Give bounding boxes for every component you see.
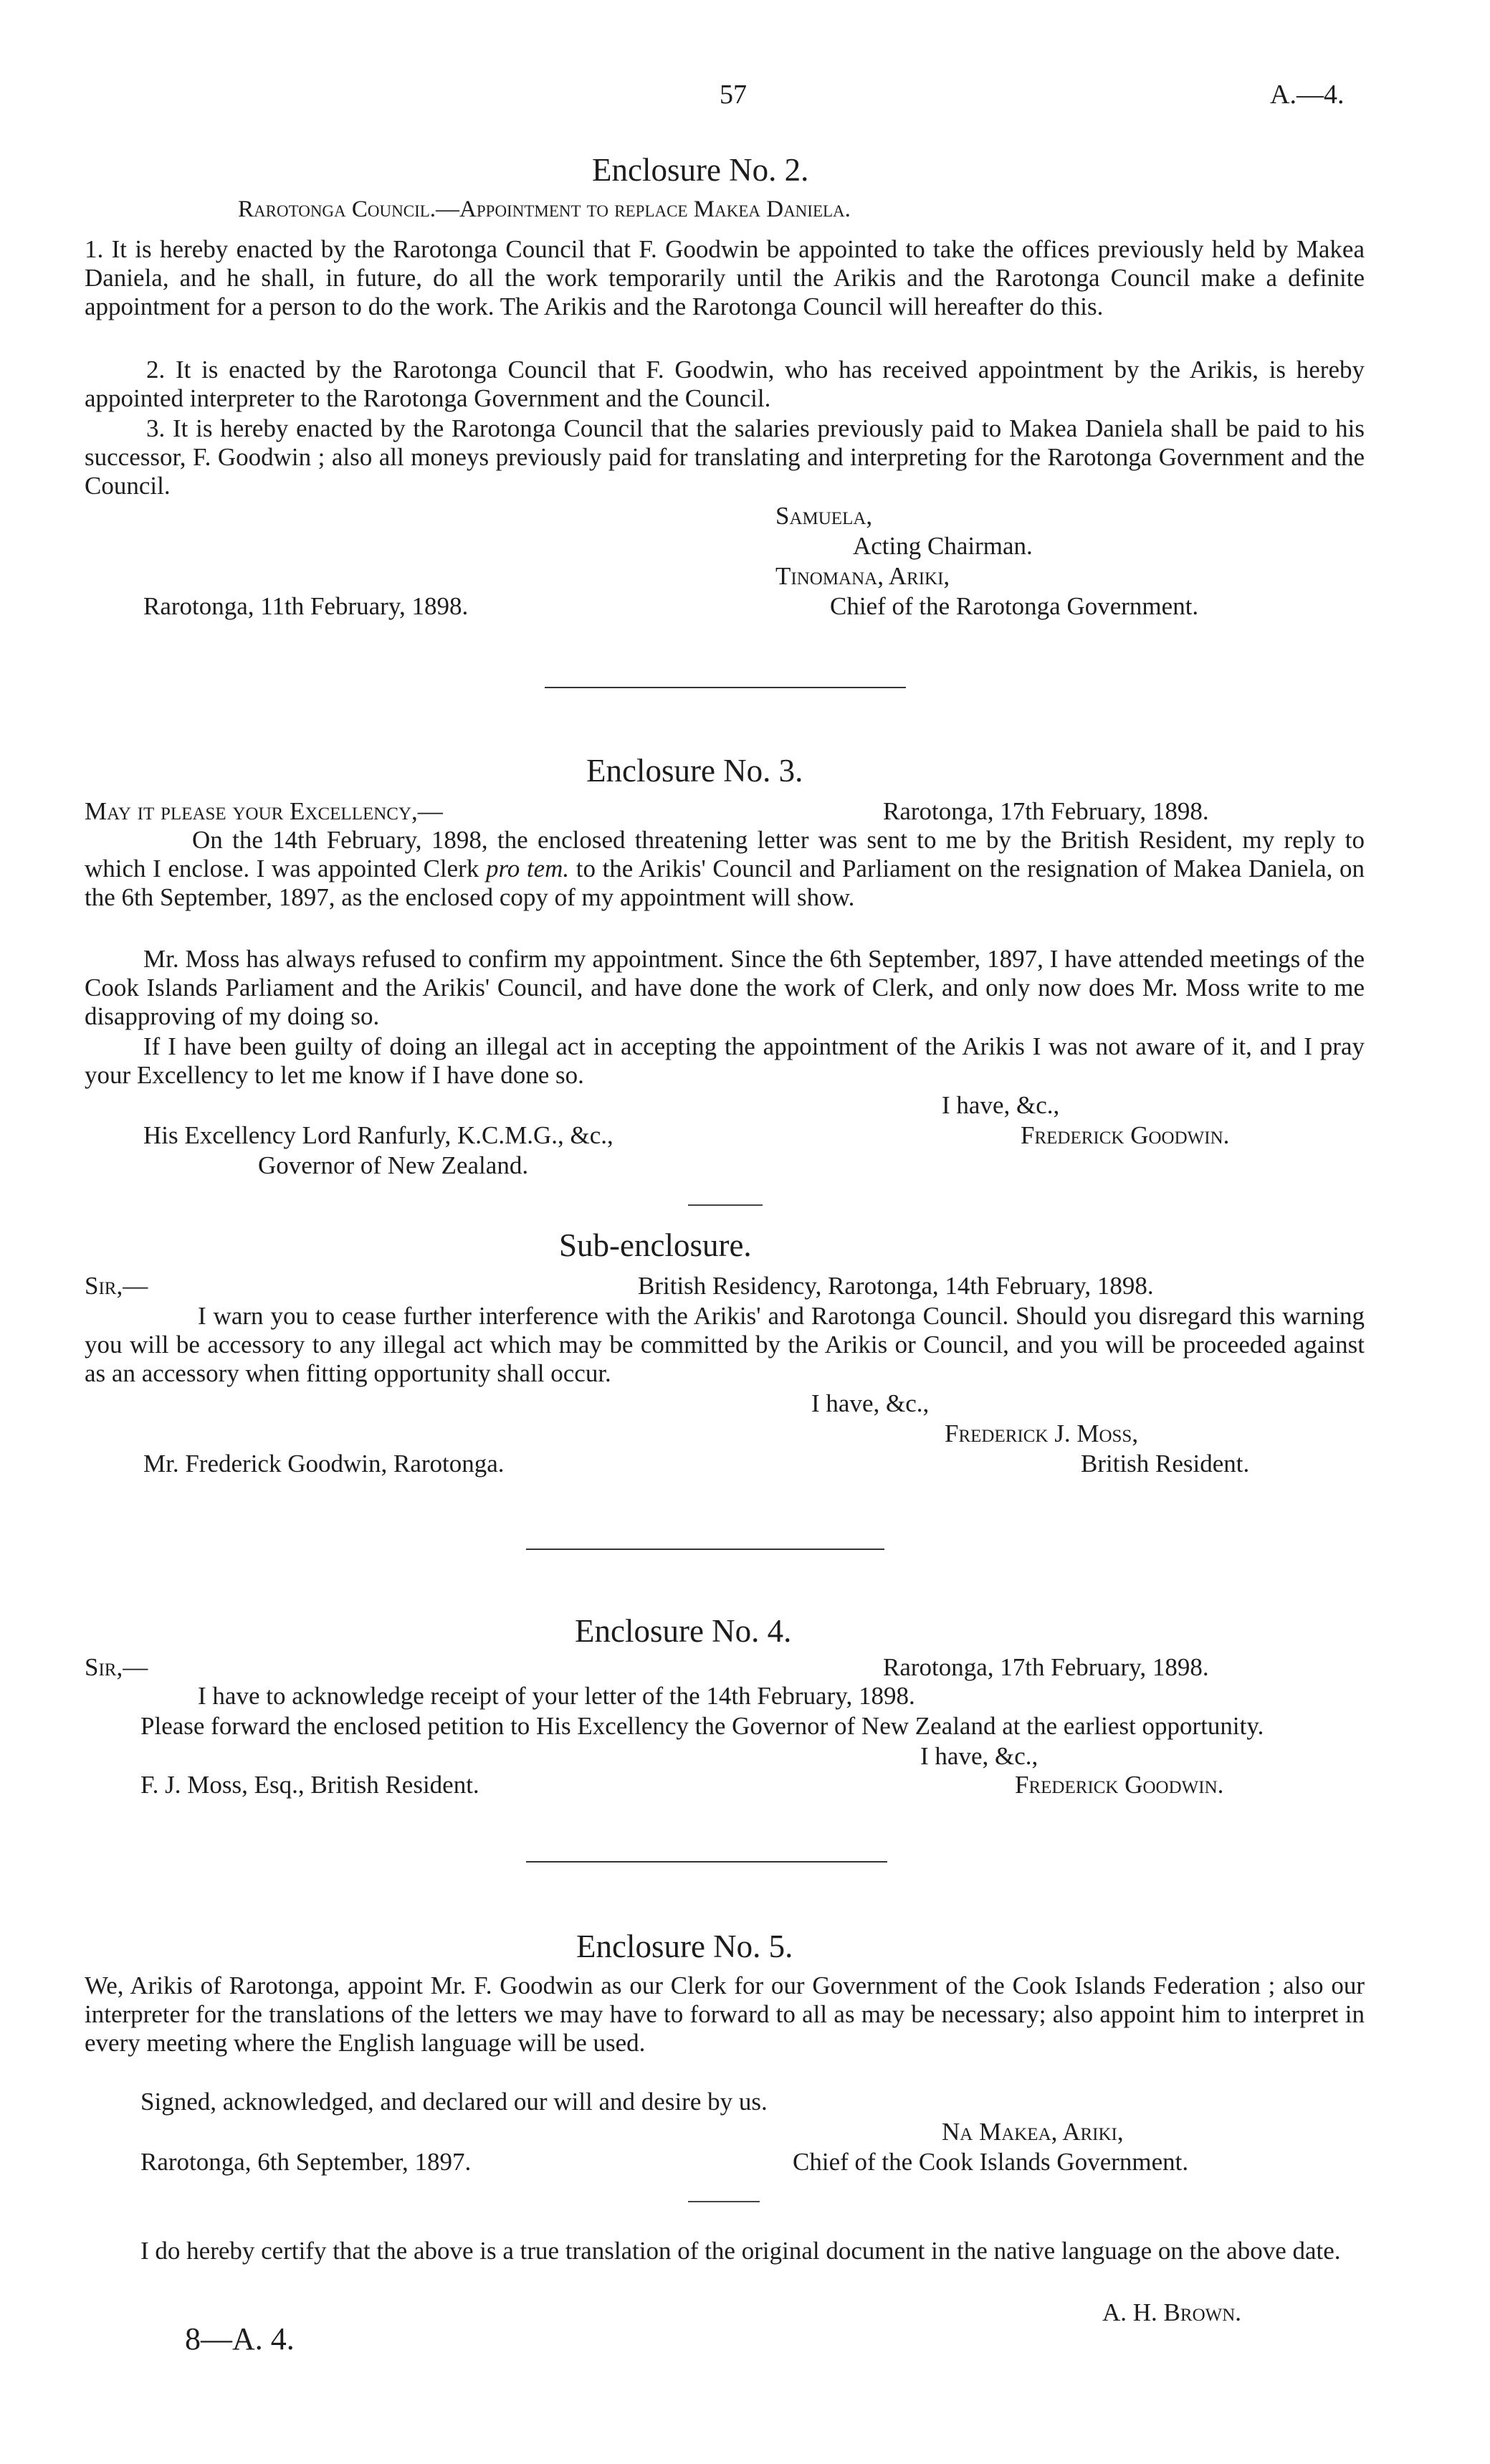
enclosure-3-place-date: Rarotonga, 17th February, 1898. (883, 797, 1209, 825)
enclosure-5-certification-signature: A. H. Brown. (1102, 2298, 1242, 2326)
section-divider (545, 687, 906, 688)
enclosure-3-closing: I have, &c., (942, 1091, 1060, 1119)
enclosure-2-subtitle: Rarotonga Council.—Appointment to replace Makea Daniela. (238, 196, 851, 222)
enclosure-3-paragraph-1-text-a: On the 14th February, 1898, the enclosed threatening letter was sent to me by the British Resident, my reply to which I enclose. I was appointed Clerk (85, 826, 1365, 883)
sub-enclosure-closing: I have, &c., (811, 1389, 930, 1417)
enclosure-2-title: Enclosure No. 2. (592, 152, 809, 188)
enclosure-3-paragraph-1 (85, 826, 1365, 912)
enclosure-5-paragraph-1 (85, 1971, 1365, 2058)
document-reference: A.—4. (1270, 80, 1345, 110)
enclosure-2-signatory-2-title: Chief of the Rarotonga Government. (830, 592, 1199, 620)
enclosure-3-addressee-line-2: Governor of New Zealand. (258, 1151, 529, 1179)
enclosure-5-certification-text: I do hereby certify that the above is a true translation of the original document in the native language on the above date. (140, 2237, 1341, 2265)
enclosure-2-signatory-1-title: Acting Chairman. (853, 532, 1033, 560)
enclosure-2-paragraph-1 (85, 235, 1365, 321)
sub-divider (688, 1204, 763, 1206)
sub-enclosure-paragraph-1-text: I warn you to cease further interference with the Arikis' and Rarotonga Council. Should you disregard this warning you will be accessory to any illegal act which may be committed by the Arikis or Council, and you will be proceeded against as an accessory when fitting opportunity shall occur. (85, 1302, 1365, 1387)
enclosure-3-paragraph-3-text: If I have been guilty of doing an illegal act in accepting the appointment of the Arikis I was not aware of it, and I pray your Excellency to let me know if I have done so. (85, 1032, 1365, 1089)
enclosure-2-paragraph-2-text: 2. It is enacted by the Rarotonga Council that F. Goodwin, who has received appointment by the Arikis, is hereby appointed interpreter to the Rarotonga Government and the Council. (85, 356, 1365, 412)
section-divider (526, 1861, 887, 1863)
enclosure-3-paragraph-3 (85, 1032, 1365, 1090)
enclosure-4-salutation: Sir,— (85, 1653, 148, 1681)
enclosure-3-addressee-line-1: His Excellency Lord Ranfurly, K.C.M.G., &c., (143, 1121, 613, 1149)
enclosure-5-place-date: Rarotonga, 6th September, 1897. (140, 2148, 472, 2176)
enclosure-4-title: Enclosure No. 4. (575, 1613, 792, 1649)
enclosure-2-paragraph-3-text: 3. It is hereby enacted by the Rarotonga Council that the salaries previously paid to Makea Daniela shall be paid to his successor, F. Goodwin ; also all moneys previously paid for translating and interpreting for the Rarotonga Government and the Council. (85, 414, 1365, 500)
printer-signature-mark: 8—A. 4. (185, 2321, 295, 2356)
section-divider (526, 1549, 884, 1550)
enclosure-5-paragraph-1-text: We, Arikis of Rarotonga, appoint Mr. F. Goodwin as our Clerk for our Government of the Cook Islands Federation ; also our interpreter for the translations of the letters we may have to forward to all as may be necessary; also appoint him to interpret in every meeting where the English language will be used. (85, 1971, 1365, 2057)
sub-enclosure-title: Sub-enclosure. (559, 1227, 752, 1263)
enclosure-4-paragraph-2 (85, 1712, 1365, 1741)
enclosure-5-certification (79, 2237, 1365, 2265)
enclosure-5-signatory-title: Chief of the Cook Islands Government. (793, 2148, 1189, 2176)
enclosure-3-title: Enclosure No. 3. (586, 753, 803, 789)
enclosure-4-place-date: Rarotonga, 17th February, 1898. (883, 1653, 1209, 1681)
enclosure-4-paragraph-1: I have to acknowledge receipt of your letter of the 14th February, 1898. (198, 1682, 915, 1710)
sub-enclosure-signature-title: British Resident. (1081, 1450, 1250, 1478)
enclosure-3-paragraph-2-text: Mr. Moss has always refused to confirm my appointment. Since the 6th September, 1897, I have attended meetings of the Cook Islands Parliament and the Arikis' Council, and have done the work of Clerk, and only now does Mr. Moss write to me disapproving of my doing so. (85, 945, 1365, 1030)
enclosure-3-salutation: May it please your Excellency,— (85, 797, 443, 825)
enclosure-4-signature: Frederick Goodwin. (1015, 1771, 1224, 1799)
enclosure-5-signatory-name: Na Makea, Ariki, (942, 2118, 1124, 2146)
enclosure-2-signatory-1-name: Samuela, (775, 502, 873, 530)
enclosure-2-signatory-2-name: Tinomana, Ariki, (775, 562, 950, 590)
enclosure-5-title: Enclosure No. 5. (576, 1928, 793, 1964)
enclosure-3-paragraph-2 (85, 945, 1365, 1031)
enclosure-5-paragraph-2: Signed, acknowledged, and declared our will and desire by us. (140, 2088, 768, 2116)
sub-enclosure-addressee: Mr. Frederick Goodwin, Rarotonga. (143, 1450, 505, 1478)
enclosure-2-place-date: Rarotonga, 11th February, 1898. (143, 592, 469, 620)
enclosure-4-addressee: F. J. Moss, Esq., British Resident. (140, 1771, 479, 1799)
sub-divider (688, 2201, 760, 2202)
enclosure-2-paragraph-3 (85, 414, 1365, 500)
sub-enclosure-salutation: Sir,— (85, 1272, 148, 1300)
sub-enclosure-signature: Frederick J. Moss, (945, 1419, 1139, 1447)
enclosure-2-paragraph-2 (85, 356, 1365, 413)
enclosure-4-paragraph-2-text: Please forward the enclosed petition to His Excellency the Governor of New Zealand at the earliest opportunity. (140, 1712, 1264, 1740)
enclosure-3-paragraph-1-text-b: to the Arikis' Council and Parliament on the resignation of Makea Daniela, on the 6th September, 1897, as the enclosed copy of my appointment will show. (85, 855, 1365, 911)
enclosure-3-signature: Frederick Goodwin. (1021, 1121, 1230, 1149)
enclosure-3-paragraph-1-pro-tem: pro tem. (485, 855, 570, 883)
page-number: 57 (720, 80, 747, 110)
enclosure-4-closing: I have, &c., (920, 1742, 1038, 1770)
sub-enclosure-place-date: British Residency, Rarotonga, 14th February, 1898. (638, 1272, 1154, 1300)
sub-enclosure-paragraph-1 (85, 1302, 1365, 1388)
enclosure-2-paragraph-1-text: 1. It is hereby enacted by the Rarotonga Council that F. Goodwin be appointed to take the offices previously held by Makea Daniela, and he shall, in future, do all the work temporarily until the Arikis and the Rarotonga Council make a definite appointment for a person to do the work. The Arikis and the Rarotonga Council will hereafter do this. (85, 235, 1365, 320)
